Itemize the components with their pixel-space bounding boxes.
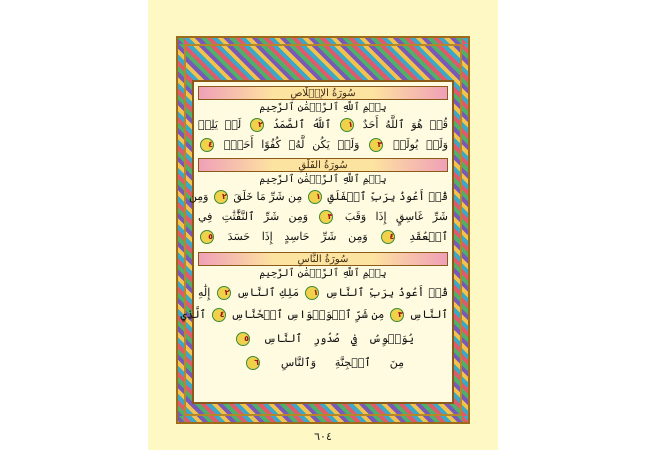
verse-marker: ٥ bbox=[236, 332, 250, 346]
verse-line: ٱلۡعُقَدِ ٤ وَمِن شَرِّ حَاسِدٍ إِذَا حَسَدَ ٥ bbox=[198, 230, 448, 244]
basmala: بِسۡمِ ٱللَّهِ ٱلرَّحۡمَٰنِ ٱلرَّحِيمِ bbox=[259, 174, 387, 185]
text-panel bbox=[180, 80, 454, 404]
verse-marker: ٤ bbox=[200, 138, 214, 152]
verse-line: يُوَسۡوِسُ فِي صُدُورِ ٱلنَّاسِ ٥ bbox=[234, 332, 414, 346]
verse-line: قُلۡ أَعُوذُ بِرَبِّ ٱلنَّاسِ ١ مَلِكِ ٱلنَّاسِ ٢ إِلَٰهِ bbox=[198, 286, 449, 299]
verse-marker: ١ bbox=[308, 190, 322, 204]
surah-header-ikhlas bbox=[198, 86, 448, 100]
verse-line: مِنَ ٱلۡجِنَّةِ وَٱلنَّاسِ ٦ bbox=[244, 356, 404, 370]
verse-marker: ٤ bbox=[381, 230, 395, 244]
verse-line: قُلۡ أَعُوذُ بِرَبِّ ٱلۡفَلَقِ ١ مِن شَرِّ مَا خَلَقَ ٢ وَمِن bbox=[188, 190, 448, 203]
basmala: بِسۡمِ ٱللَّهِ ٱلرَّحۡمَٰنِ ٱلرَّحِيمِ bbox=[259, 102, 387, 113]
basmala: بِسۡمِ ٱللَّهِ ٱلرَّحۡمَٰنِ ٱلرَّحِيمِ bbox=[259, 268, 387, 279]
verse-marker: ٣ bbox=[369, 138, 383, 152]
verse-marker: ٢ bbox=[214, 190, 228, 204]
verse-marker: ٢ bbox=[250, 118, 264, 132]
verse-line: ٱلنَّاسِ ٣ مِن شَرِّ ٱلۡوَسۡوَاسِ ٱلۡخَنَّاسِ ٤ ٱلَّذِي bbox=[180, 308, 448, 321]
verse-marker: ١ bbox=[340, 118, 354, 132]
verse-marker: ١ bbox=[305, 286, 319, 300]
verse-marker: ٥ bbox=[200, 230, 214, 244]
mushaf-page bbox=[148, 0, 498, 450]
verse-marker: ٣ bbox=[390, 308, 404, 322]
verse-marker: ٦ bbox=[246, 356, 260, 370]
surah-header-nas bbox=[198, 252, 448, 266]
surah-title: سُورَةُ الإخۡلَاصِ bbox=[290, 87, 356, 99]
page-number: ٦٠٤ bbox=[314, 430, 332, 443]
verse-line: وَلَمۡ يُولَدۡ ٣ وَلَمۡ يَكُن لَّهُۥ كُفُوًا أَحَدُۢ ٤ bbox=[198, 138, 448, 152]
surah-title: سُورَةُ النَّاسِ bbox=[297, 253, 349, 265]
verse-marker: ٣ bbox=[319, 210, 333, 224]
verse-line: قُلۡ هُوَ ٱللَّهُ أَحَدٌ ١ ٱللَّهُ ٱلصَّمَدُ ٢ لَمۡ يَلِدۡ bbox=[198, 118, 449, 131]
verse-marker: ٤ bbox=[212, 308, 226, 322]
verse-line: شَرِّ غَاسِقٍ إِذَا وَقَبَ ٣ وَمِن شَرِّ ٱلنَّفَّٰثَٰتِ فِي bbox=[198, 210, 448, 223]
surah-title: سُورَةُ الفَلَقِ bbox=[298, 159, 348, 171]
verse-marker: ٢ bbox=[217, 286, 231, 300]
surah-header-falaq bbox=[198, 158, 448, 172]
